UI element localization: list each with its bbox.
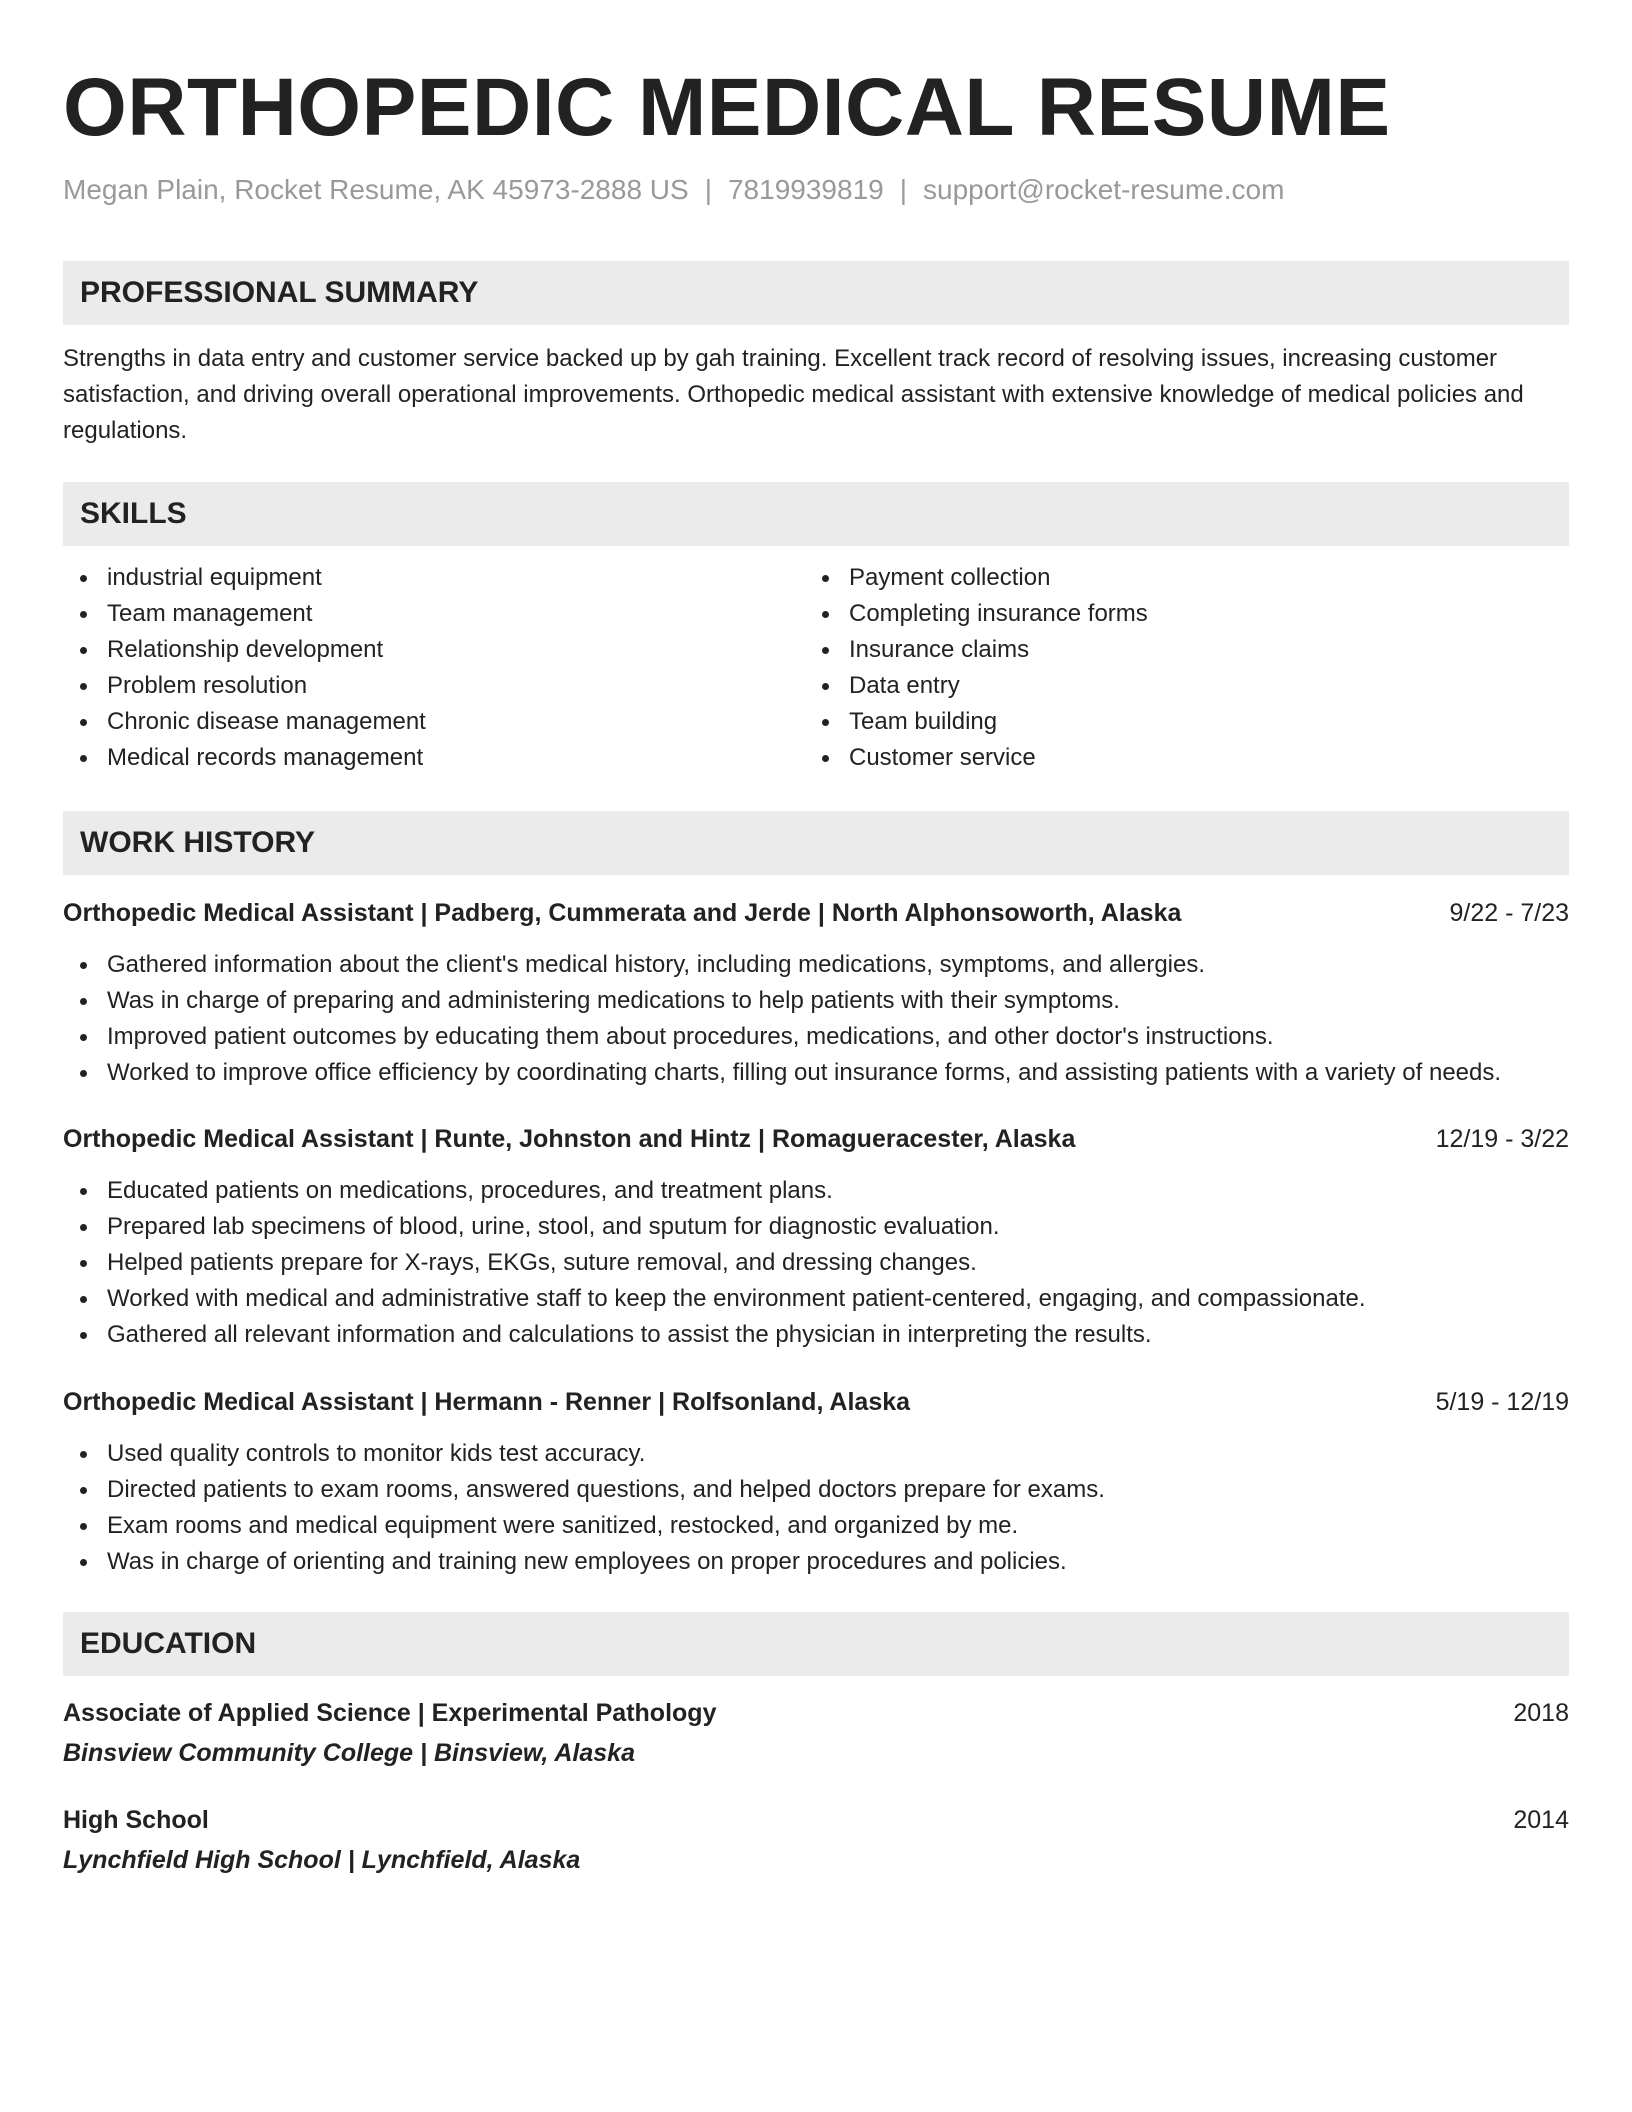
- job-dates: 9/22 - 7/23: [1449, 899, 1569, 927]
- section-header-work-history: WORK HISTORY: [63, 811, 1569, 875]
- job-bullet: Was in charge of preparing and administering medications to help patients with their symptoms.: [63, 983, 1569, 1019]
- education-degree: Associate of Applied Science | Experimental Pathology: [63, 1699, 717, 1727]
- education-school: Lynchfield High School | Lynchfield, Alaska: [63, 1846, 581, 1874]
- skill-item: Team building: [805, 704, 1547, 740]
- resume-page: [63, 0, 1569, 1878]
- skill-item: Relationship development: [63, 632, 805, 668]
- skills-column-left: [63, 560, 805, 776]
- education-year: 2018: [1513, 1699, 1569, 1727]
- skill-item: Problem resolution: [63, 668, 805, 704]
- job-bullet: Worked to improve office efficiency by coordinating charts, filling out insurance forms, and assisting patients with a variety of needs.: [63, 1055, 1569, 1091]
- skill-item: Payment collection: [805, 560, 1547, 596]
- skill-item: Insurance claims: [805, 632, 1547, 668]
- job-dates: 12/19 - 3/22: [1435, 1125, 1569, 1153]
- job-bullet: Educated patients on medications, procedures, and treatment plans.: [63, 1173, 1569, 1209]
- job-entry: [63, 895, 1569, 1091]
- job-bullet: Directed patients to exam rooms, answered questions, and helped doctors prepare for exams.: [63, 1472, 1569, 1508]
- contact-line: [63, 172, 1569, 208]
- skill-item: Chronic disease management: [63, 704, 805, 740]
- job-bullet: Prepared lab specimens of blood, urine, stool, and sputum for diagnostic evaluation.: [63, 1209, 1569, 1245]
- job-dates: 5/19 - 12/19: [1435, 1388, 1569, 1416]
- job-entry: [63, 1121, 1569, 1353]
- job-bullets: [63, 947, 1569, 1091]
- education-school: Binsview Community College | Binsview, Alaska: [63, 1739, 635, 1767]
- resume-title: ORTHOPEDIC MEDICAL RESUME: [63, 62, 1391, 153]
- education-header: [63, 1695, 1569, 1731]
- contact-phone: 7819939819: [727, 174, 884, 205]
- job-title: Orthopedic Medical Assistant | Runte, Johnston and Hintz | Romagueracester, Alaska: [63, 1125, 1076, 1153]
- section-header-education: EDUCATION: [63, 1612, 1569, 1676]
- job-bullet: Worked with medical and administrative staff to keep the environment patient-centered, engaging, and compassionate.: [63, 1281, 1569, 1317]
- skill-item: Medical records management: [63, 740, 805, 776]
- skill-item: Team management: [63, 596, 805, 632]
- education-header: [63, 1802, 1569, 1838]
- skill-item: industrial equipment: [63, 560, 805, 596]
- job-bullet: Improved patient outcomes by educating them about procedures, medications, and other doctor's instructions.: [63, 1019, 1569, 1055]
- education-entry: [63, 1695, 1569, 1771]
- contact-address: Megan Plain, Rocket Resume, AK 45973-2888 US: [63, 174, 689, 205]
- job-bullet: Gathered all relevant information and calculations to assist the physician in interpreting the results.: [63, 1317, 1569, 1353]
- job-header: [63, 1384, 1569, 1420]
- job-title: Orthopedic Medical Assistant | Hermann - Renner | Rolfsonland, Alaska: [63, 1388, 911, 1416]
- job-bullet: Used quality controls to monitor kids test accuracy.: [63, 1436, 1569, 1472]
- skill-item: Completing insurance forms: [805, 596, 1547, 632]
- job-entry: [63, 1384, 1569, 1580]
- summary-text: Strengths in data entry and customer service backed up by gah training. Excellent track record of resolving issues, increasing customer satisfaction, and driving overall operational improvements. Orthopedic medical assistant with extensive knowledge of medical policies and regulations.: [63, 345, 1524, 444]
- job-bullets: [63, 1173, 1569, 1353]
- skills-column-right: [805, 560, 1547, 776]
- contact-email: support@rocket-resume.com: [923, 174, 1285, 205]
- contact-separator: |: [704, 174, 712, 205]
- job-title: Orthopedic Medical Assistant | Padberg, Cummerata and Jerde | North Alphonsoworth, Alaska: [63, 899, 1182, 927]
- education-degree: High School: [63, 1806, 209, 1834]
- skill-item: Data entry: [805, 668, 1547, 704]
- contact-separator: |: [899, 174, 907, 205]
- education-entry: [63, 1802, 1569, 1878]
- job-header: [63, 895, 1569, 931]
- section-header-skills: SKILLS: [63, 482, 1569, 546]
- job-bullet: Exam rooms and medical equipment were sanitized, restocked, and organized by me.: [63, 1508, 1569, 1544]
- job-bullet: Helped patients prepare for X-rays, EKGs, suture removal, and dressing changes.: [63, 1245, 1569, 1281]
- skills-list: [63, 560, 1569, 776]
- job-bullet: Gathered information about the client's medical history, including medications, symptoms, and allergies.: [63, 947, 1569, 983]
- job-bullet: Was in charge of orienting and training new employees on proper procedures and policies.: [63, 1544, 1569, 1580]
- education-year: 2014: [1513, 1806, 1569, 1834]
- job-header: [63, 1121, 1569, 1157]
- skill-item: Customer service: [805, 740, 1547, 776]
- section-header-summary: PROFESSIONAL SUMMARY: [63, 261, 1569, 325]
- job-bullets: [63, 1436, 1569, 1580]
